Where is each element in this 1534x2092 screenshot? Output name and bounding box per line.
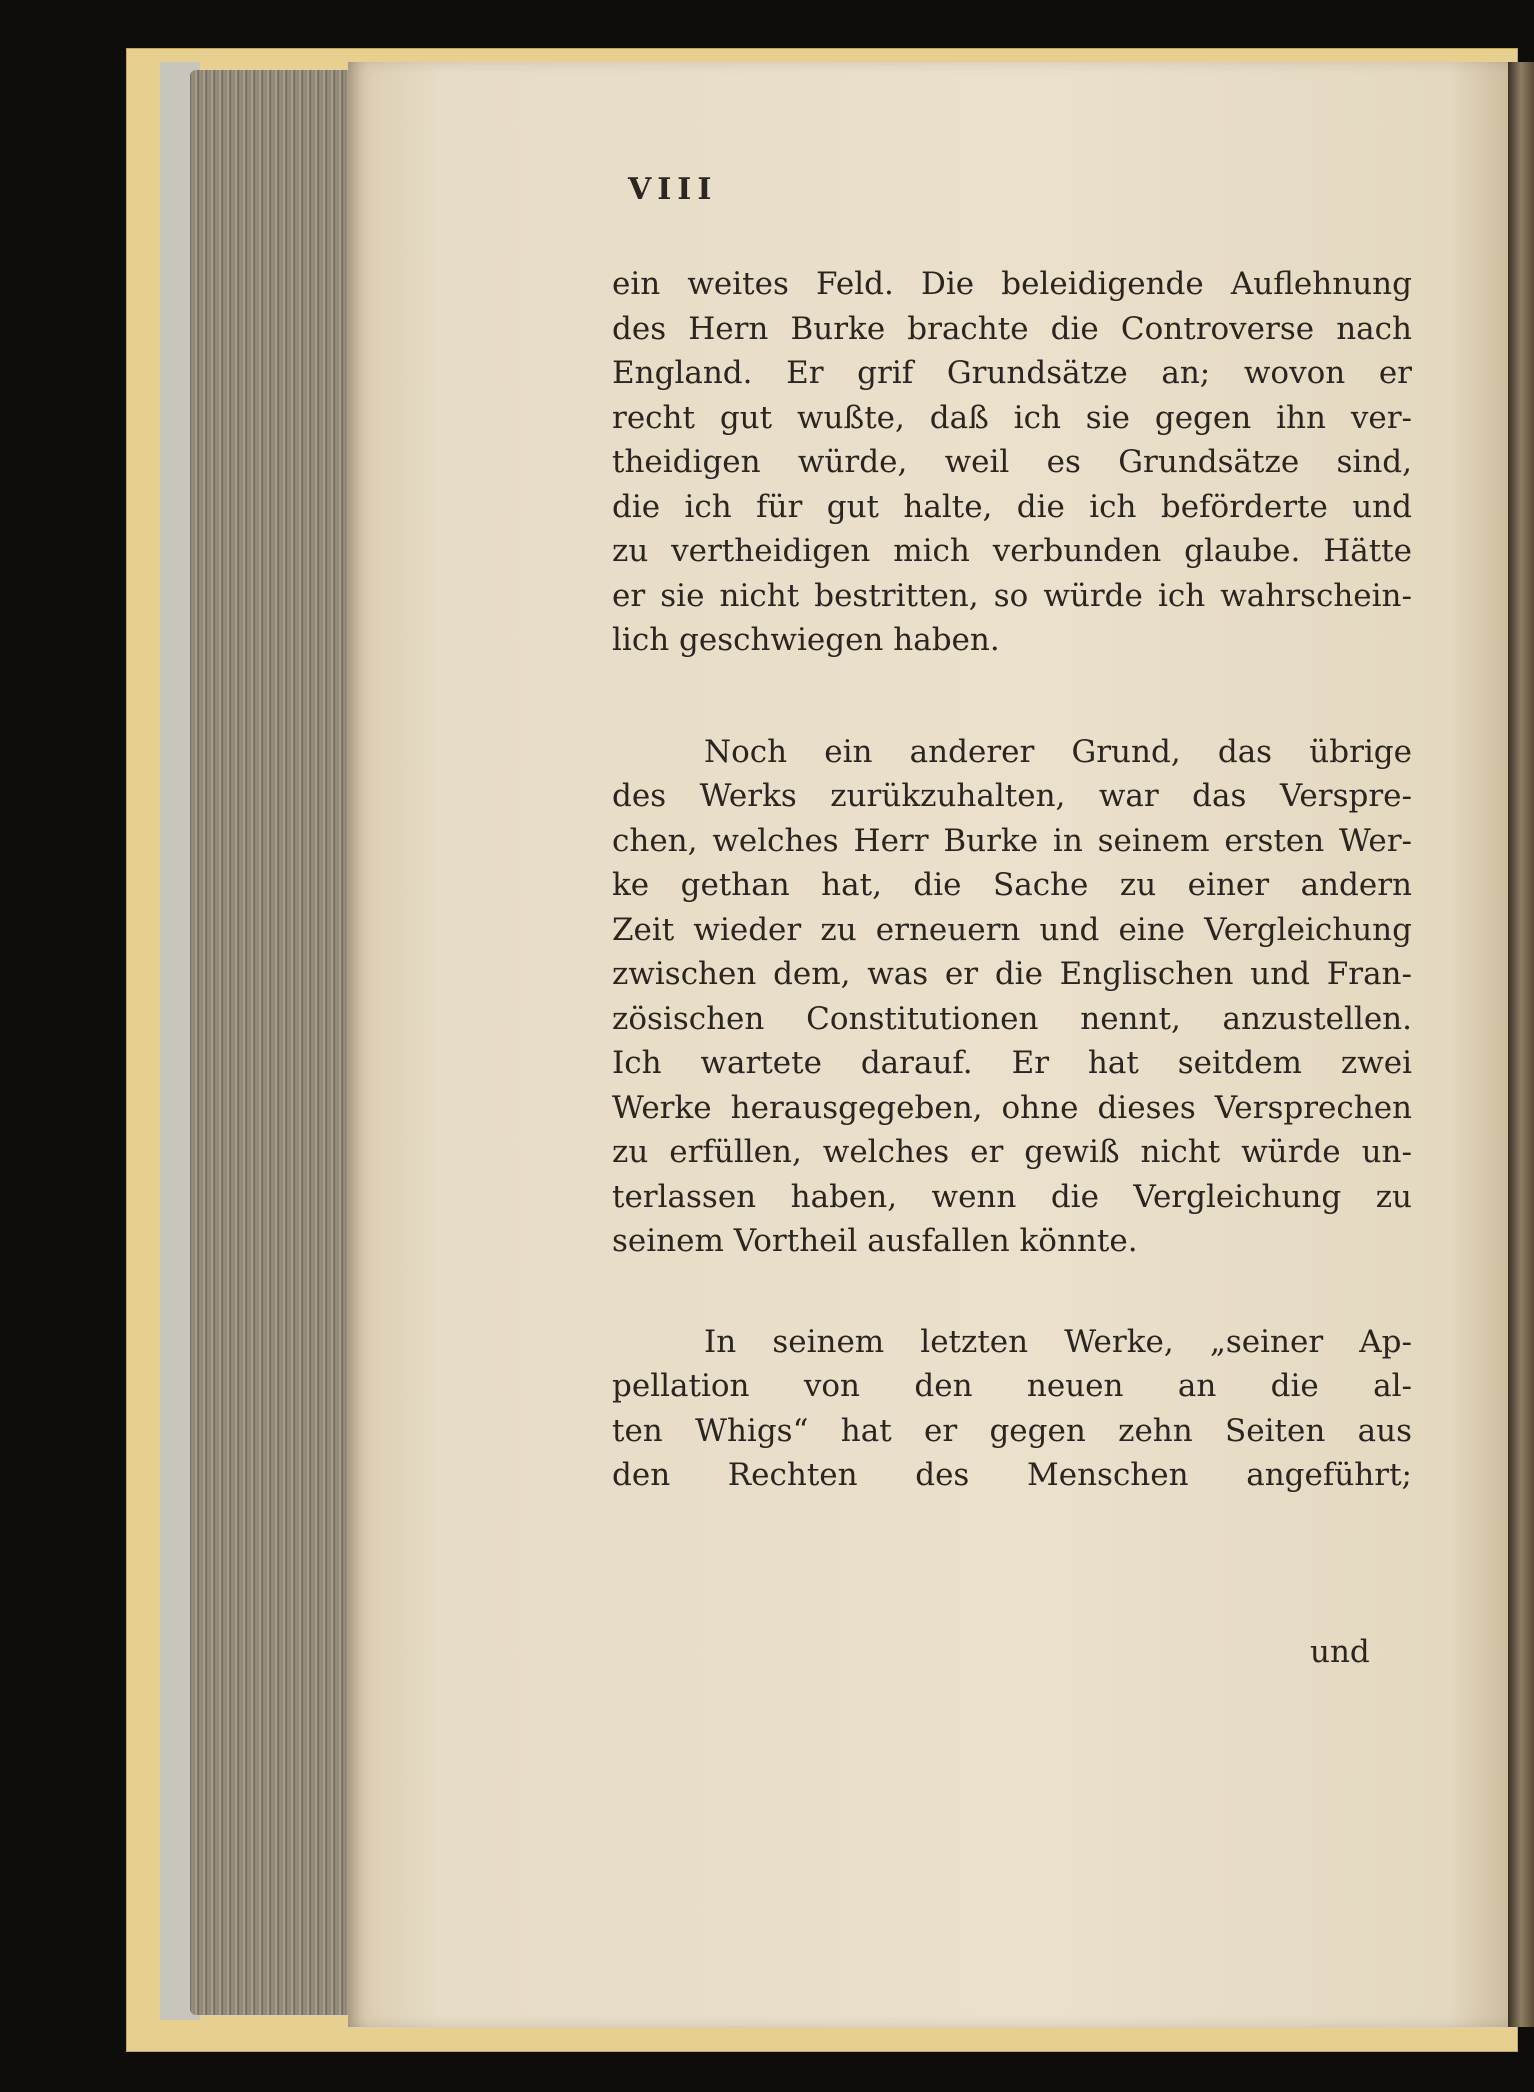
facing-page-edge (1508, 62, 1534, 2027)
text-line: Ich wartete darauf. Er hat seitdem zwei (612, 1045, 1412, 1081)
text-line: den Rechten des Menschen angeführt; (612, 1457, 1412, 1493)
text-line: terlassen haben, wenn die Vergleichung zu (612, 1178, 1412, 1215)
text-line: recht gut wußte, daß ich sie gegen ihn ver- (612, 399, 1412, 436)
text-line: er sie nicht bestritten, so würde ich wahrschein- (612, 577, 1412, 614)
text-line: ein weites Feld. Die beleidigende Auflehnung (612, 266, 1412, 302)
text-line: In seinem letzten Werke, „seiner Ap- (704, 1323, 1412, 1360)
text-line: lich geschwiegen haben. (612, 622, 1000, 658)
text-line: Werke herausgegeben, ohne dieses Versprechen (612, 1089, 1412, 1126)
text-line: zu erfüllen, welches er gewiß nicht würde un- (612, 1134, 1412, 1170)
text-line: Zeit wieder zu erneuern und eine Vergleichung (612, 911, 1412, 948)
text-line: chen, welches Herr Burke in seinem ersten Wer- (612, 822, 1412, 859)
text-line: des Hern Burke brachte die Controverse nach (612, 310, 1412, 347)
text-line: England. Er grif Grundsätze an; wovon er (612, 355, 1412, 391)
text-line: theidigen würde, weil es Grundsätze sind, (612, 444, 1412, 480)
text-line: zösischen Constitutionen nennt, anzustellen. (612, 1000, 1412, 1037)
text-line: ten Whigs“ hat er gegen zehn Seiten aus (612, 1412, 1412, 1449)
page-edges (190, 70, 368, 2015)
text-line: pellation von den neuen an die al- (612, 1368, 1412, 1404)
catchword: und (1310, 1634, 1370, 1670)
paragraph-1 (612, 262, 1412, 663)
page-text (612, 262, 1412, 1498)
paragraph-3 (612, 1320, 1412, 1498)
text-line: Noch ein anderer Grund, das übrige (704, 733, 1412, 770)
text-line: des Werks zurükzuhalten, war das Verspre- (612, 778, 1412, 814)
text-line: die ich für gut halte, die ich beförderte und (612, 488, 1412, 525)
paragraph-2 (612, 730, 1412, 1264)
text-line: zwischen dem, was er die Englischen und Fran- (612, 956, 1412, 992)
paragraph-gap (612, 663, 1412, 730)
paragraph-gap (612, 1264, 1412, 1320)
text-line: ke gethan hat, die Sache zu einer andern (612, 867, 1412, 903)
text-line: zu vertheidigen mich verbunden glaube. Hätte (612, 533, 1412, 569)
page-number: VIII (628, 172, 718, 207)
text-line: seinem Vortheil ausfallen könnte. (612, 1223, 1138, 1259)
